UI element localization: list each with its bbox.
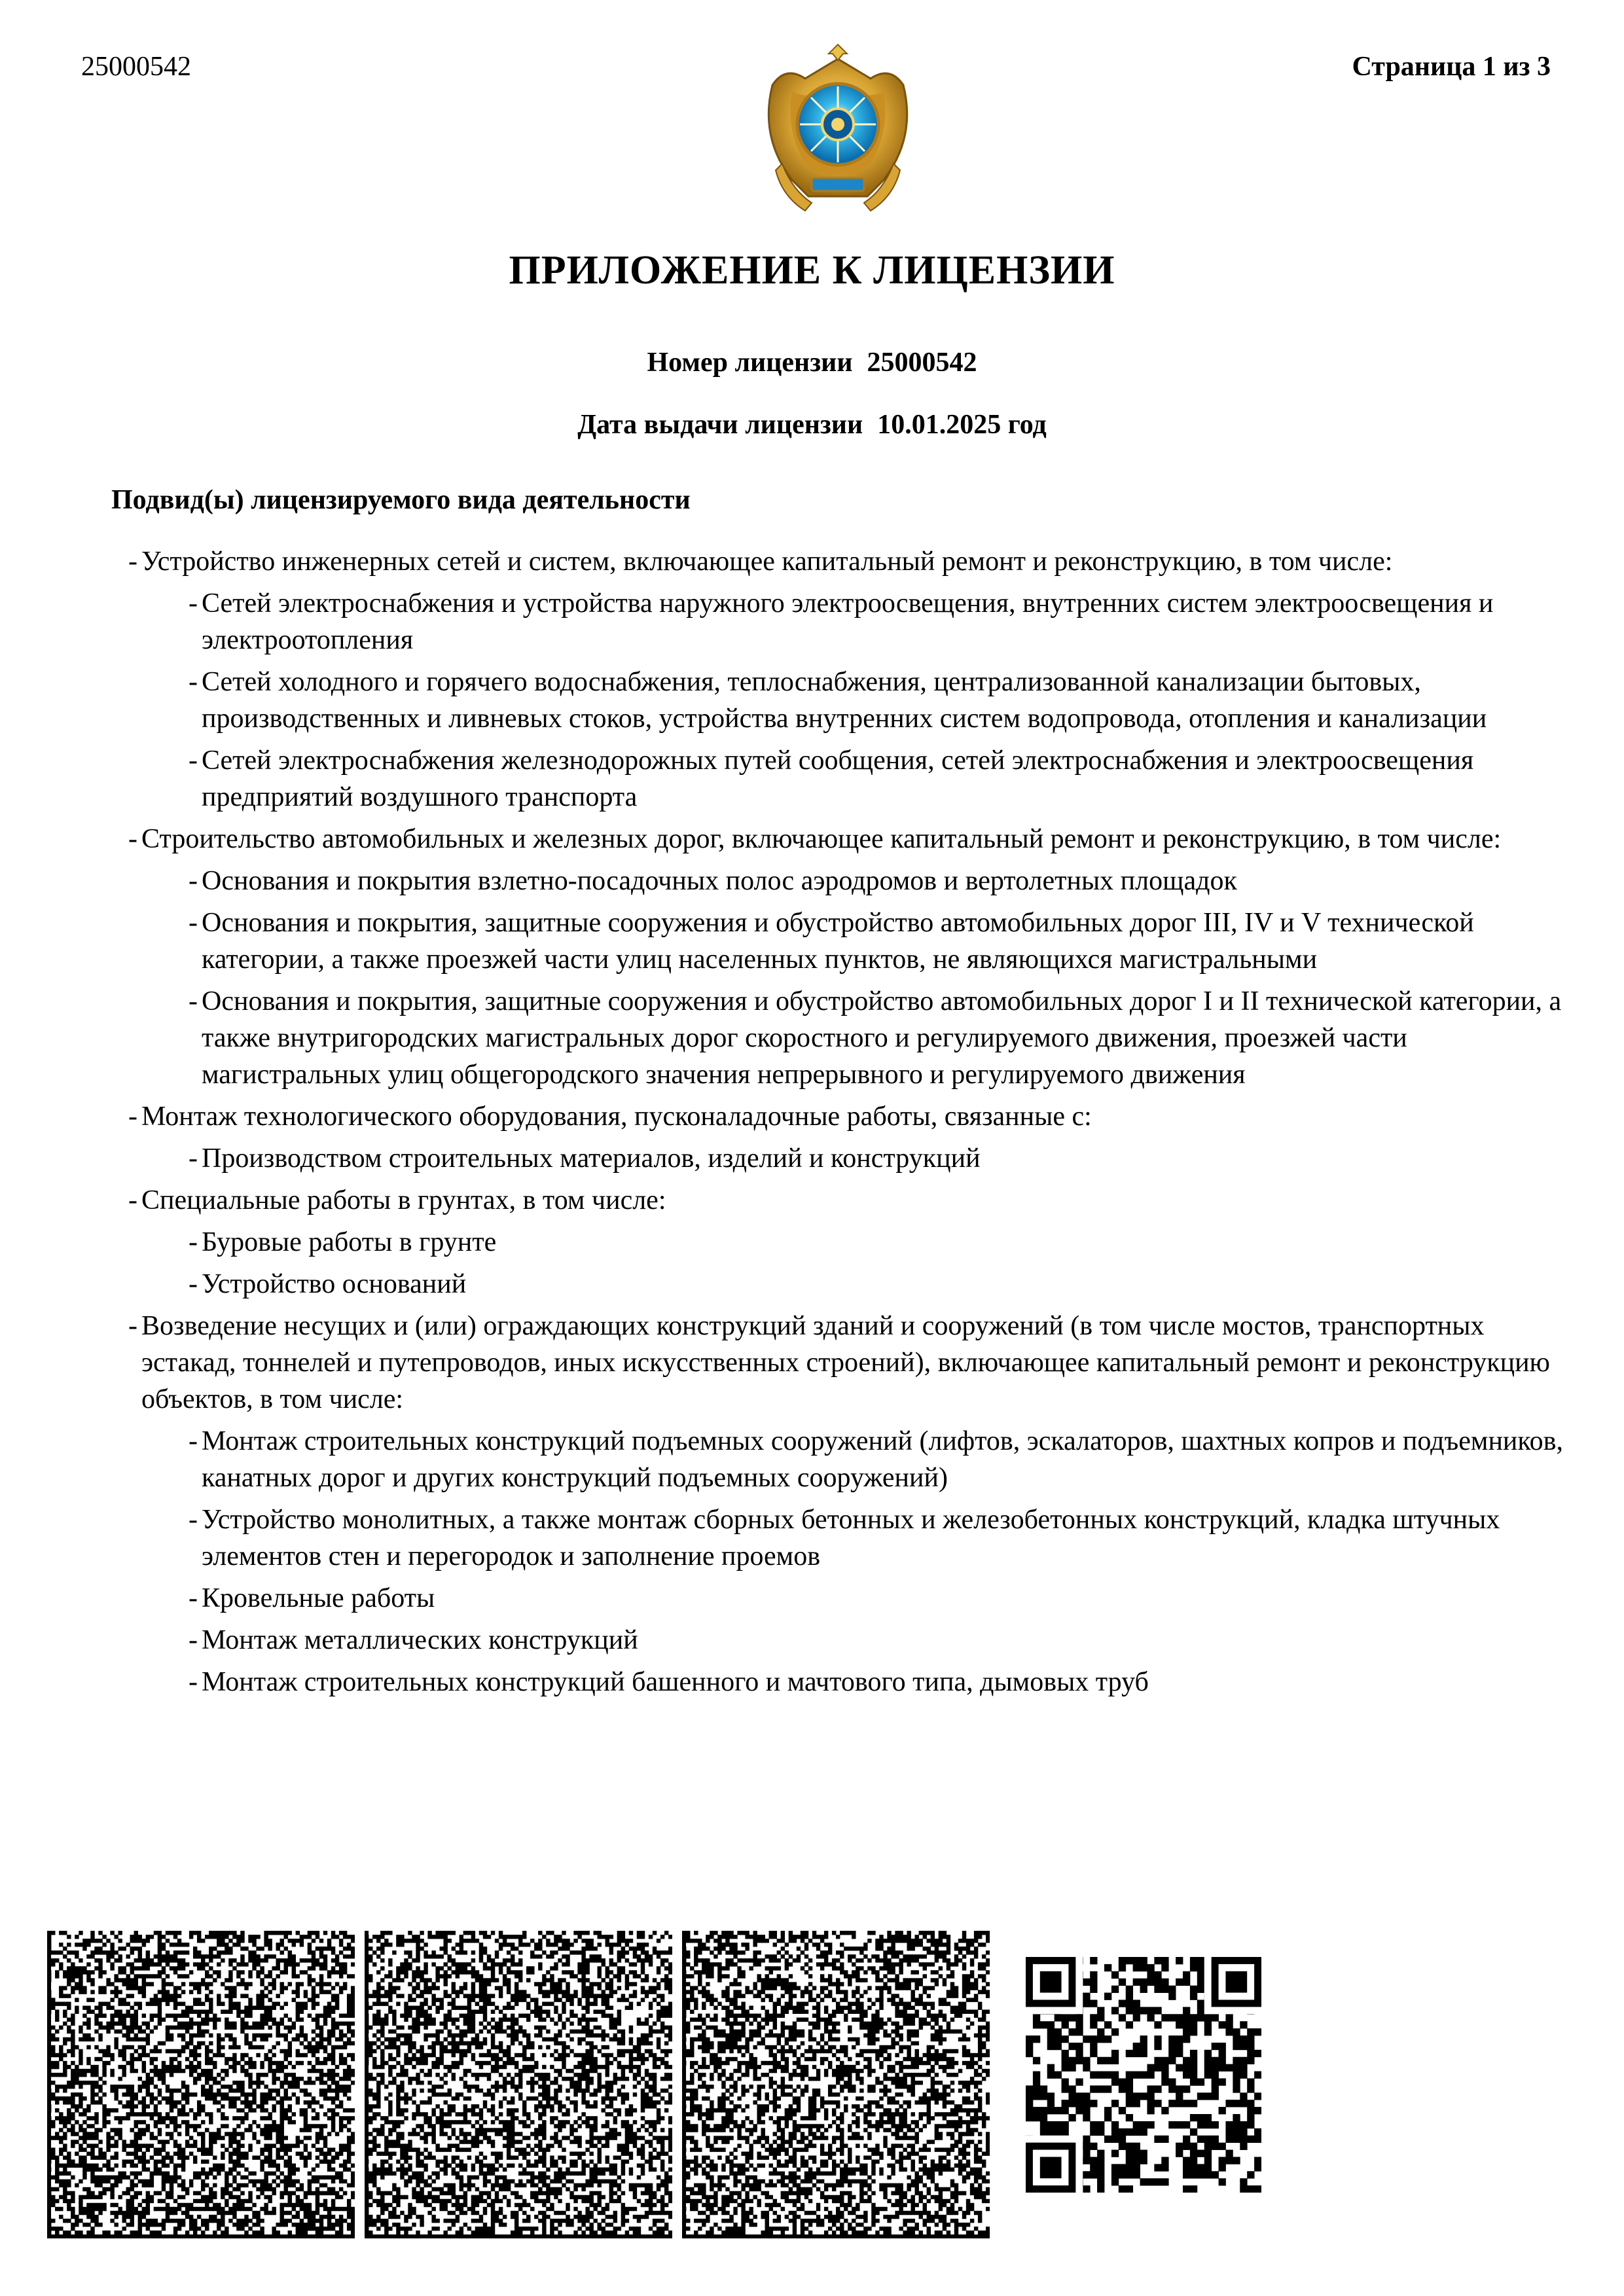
license-date-line [0,409,1624,440]
qr-code-icon [1026,1957,1261,2193]
activity-subitem: - Кровельные работы [185,1580,1584,1617]
activity-subitem: - Сетей электроснабжения и устройства наружного электроосвещения, внутренних систем электроосвещения и электроотопления [185,585,1584,658]
license-number-value: 25000542 [867,348,977,378]
data-matrix-code-icon [47,1931,355,2238]
document-title: ПРИЛОЖЕНИЕ К ЛИЦЕНЗИИ [509,248,1115,293]
activity-subitem: - Буровые работы в грунте [185,1224,1584,1261]
activity-subitem: - Сетей электроснабжения железнодорожных путей сообщения, сетей электроснабжения и электроосвещения предприятий воздушного транспорта [185,742,1584,816]
activity-subitem: - Устройство монолитных, а также монтаж сборных бетонных и железобетонных конструкций, кладка штучных элементов стен и перегородок и заполнение проемов [185,1501,1584,1575]
activity-subitem: - Основания и покрытия, защитные сооружения и обустройство автомобильных дорог III, IV и V технической категории, а также проезжей части улиц населенных пунктов, не являющихся магистральными [185,905,1584,978]
activity-item: - Устройство инженерных сетей и систем, включающее капитальный ремонт и реконструкцию, в том числе: [124,543,1584,580]
data-matrix-code-icon [682,1931,990,2238]
activity-subitem: - Основания и покрытия, защитные сооружения и обустройство автомобильных дорог I и II технической категории, а также внутригородских магистральных дорог скоростного и регулируемого движения, проезжей части магистральных улиц общегородского значения непрерывного и регулируемого движения [185,983,1584,1093]
license-number-label: Номер лицензии [647,348,853,378]
activity-item: - Монтаж технологического оборудования, пусконаладочные работы, связанные с: [124,1098,1584,1135]
activity-subitem: - Монтаж металлических конструкций [185,1622,1584,1659]
activity-list [124,543,1584,1706]
section-heading: Подвид(ы) лицензируемого вида деятельности [111,485,691,515]
activity-subitem: - Производством строительных материалов, изделий и конструкций [185,1140,1584,1177]
activity-subitem: - Монтаж строительных конструкций башенного и мачтового типа, дымовых труб [185,1664,1584,1700]
activity-item: - Специальные работы в грунтах, в том числе: [124,1182,1584,1219]
page-indicator: Страница 1 из 3 [1352,52,1551,82]
license-number-line [0,347,1624,378]
license-date-label: Дата выдачи лицензии [577,410,863,440]
license-date-value: 10.01.2025 год [877,410,1047,440]
codes-row [47,1931,1278,2238]
kazakhstan-state-emblem-icon [746,39,929,223]
data-matrix-code-icon [365,1931,672,2238]
activity-subitem: - Сетей холодного и горячего водоснабжения, теплоснабжения, централизованной канализации бытовых, производственных и ливневых стоков, устройства внутренних систем водопровода, отопления и канализации [185,664,1584,737]
activity-subitem: - Основания и покрытия взлетно-посадочных полос аэродромов и вертолетных площадок [185,863,1584,899]
activity-subitem: - Монтаж строительных конструкций подъемных сооружений (лифтов, эскалаторов, шахтных копров и подъемников, канатных дорог и других конструкций подъемных сооружений) [185,1423,1584,1496]
activity-subitem: - Устройство оснований [185,1266,1584,1302]
activity-item: - Возведение несущих и (или) ограждающих конструкций зданий и сооружений (в том числе мостов, транспортных эстакад, тоннелей и путепроводов, иных искусственных строений), включающее капитальный ремонт и реконструкцию объектов, в том числе: [124,1308,1584,1418]
document-number: 25000542 [81,52,191,82]
activity-item: - Строительство автомобильных и железных дорог, включающее капитальный ремонт и реконструкцию, в том числе: [124,821,1584,857]
